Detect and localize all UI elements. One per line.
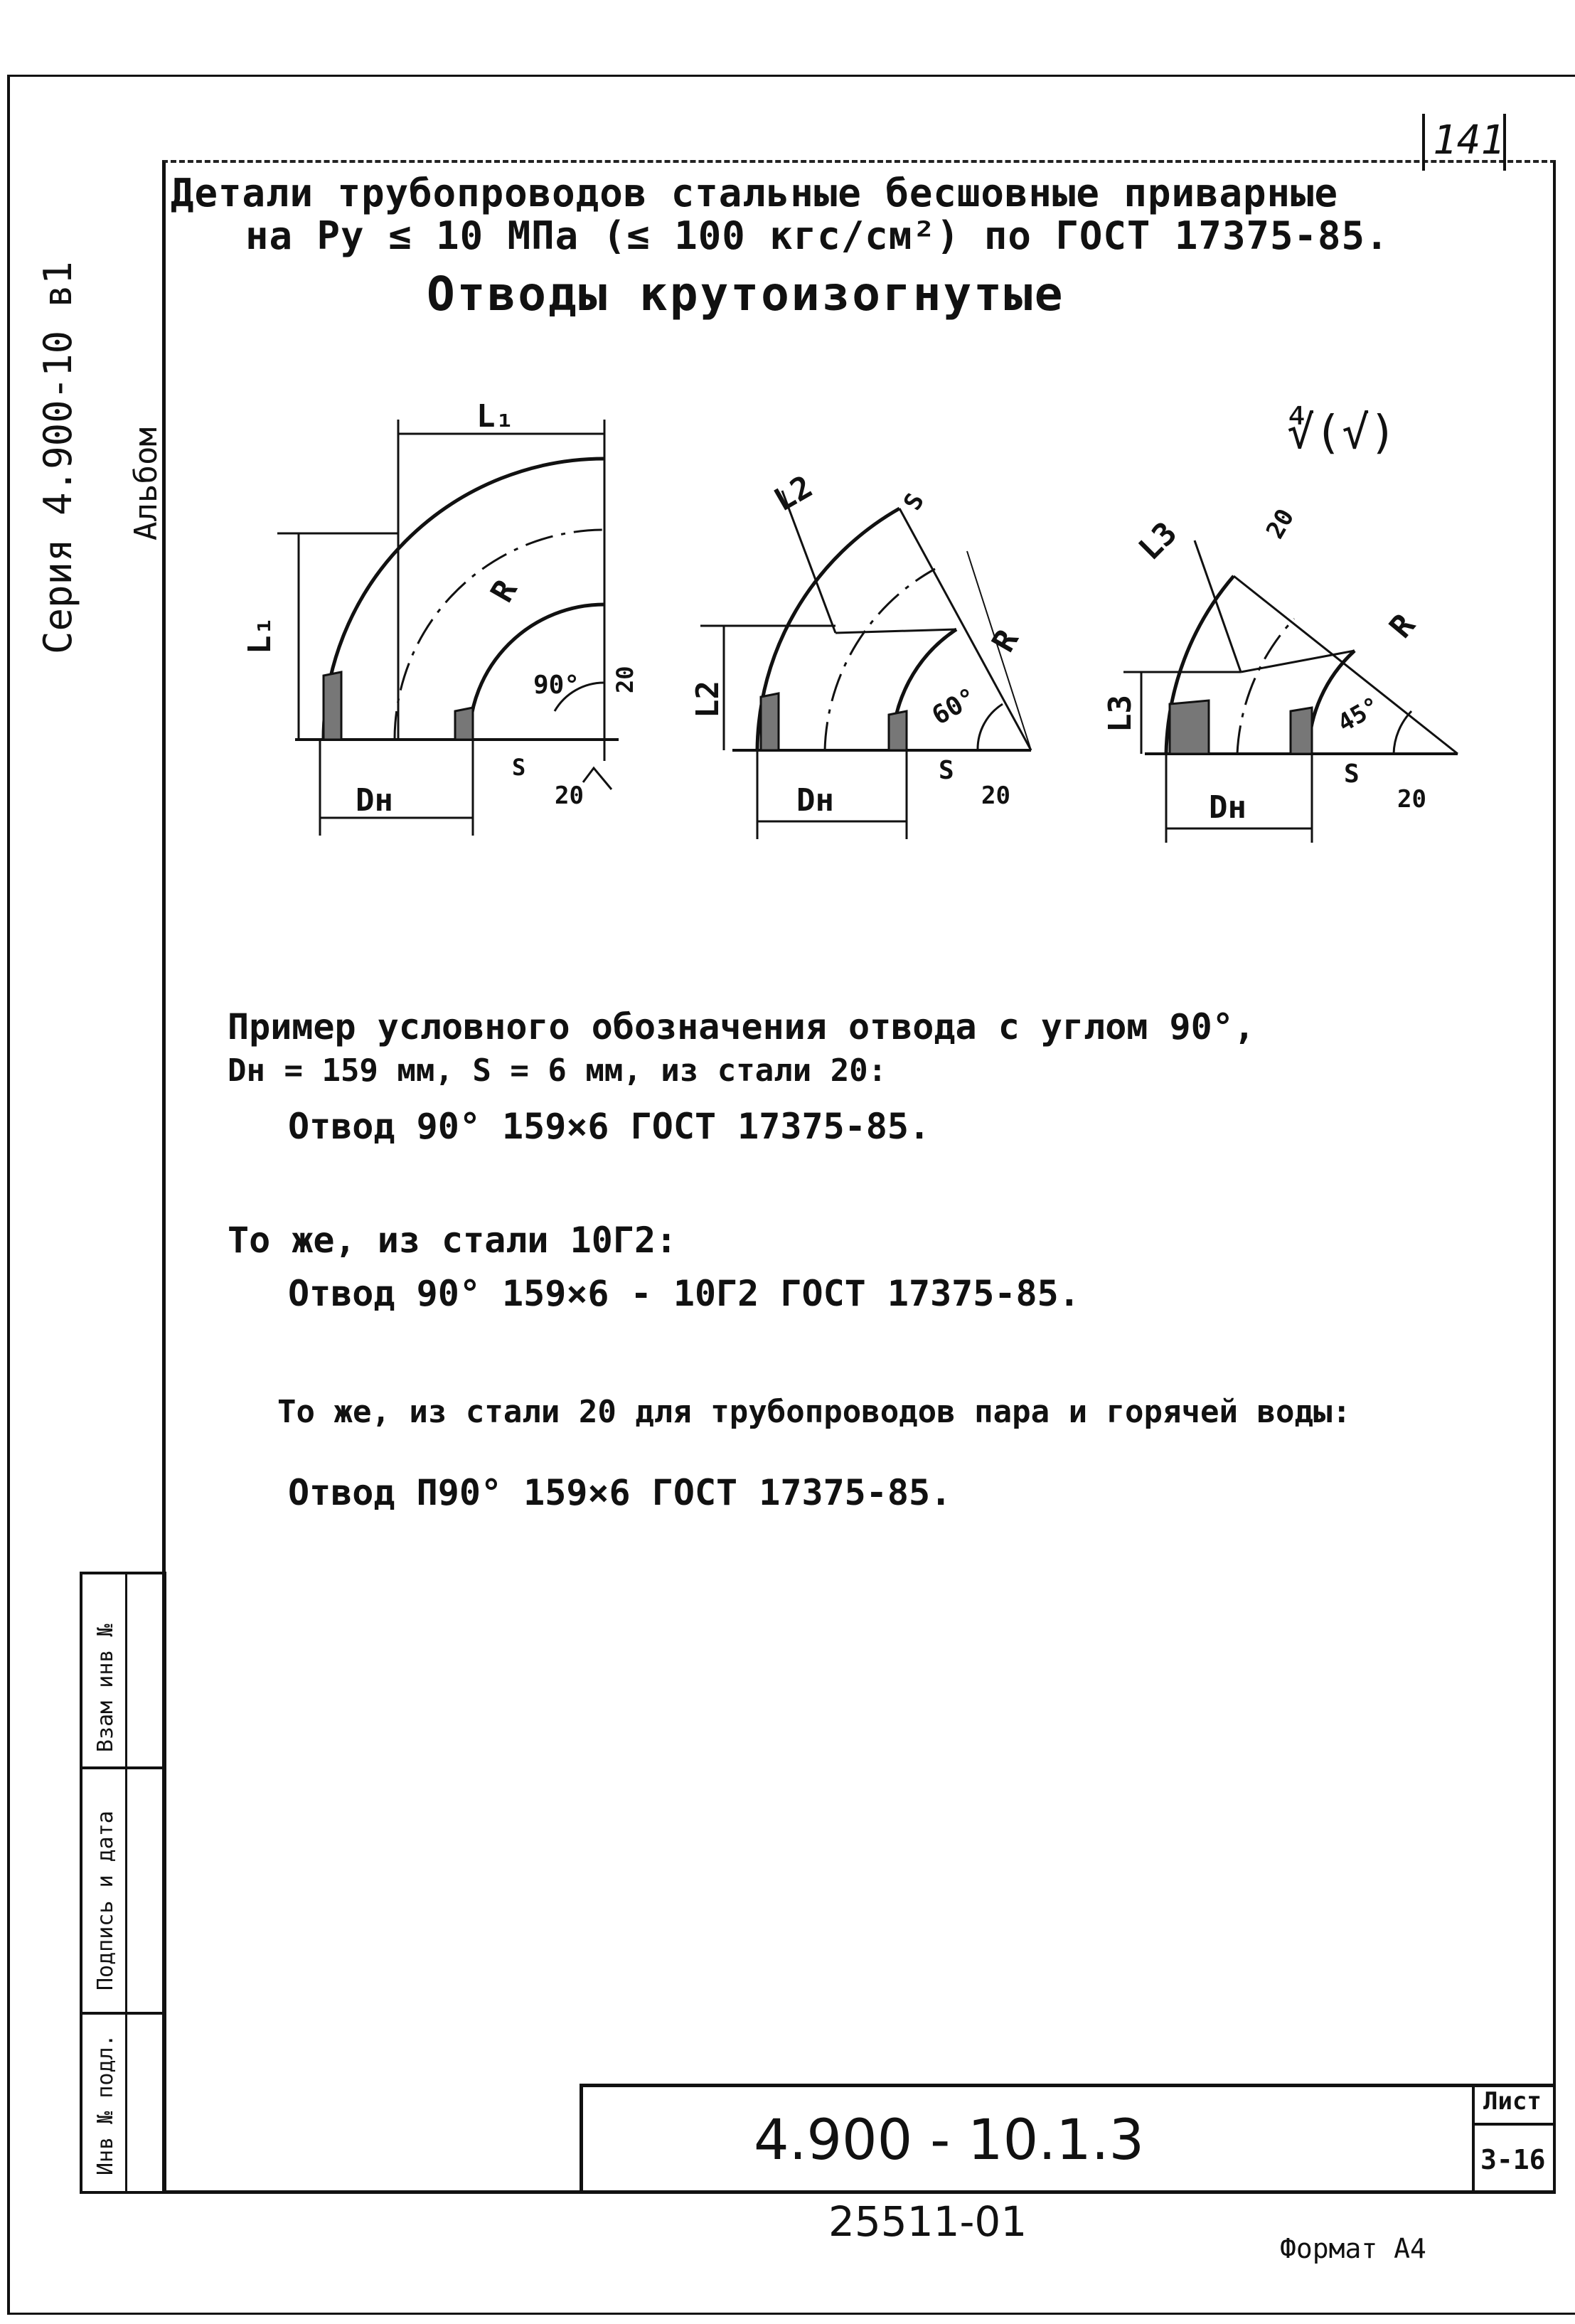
fig3-s-top: 20 [1261, 504, 1301, 544]
fig1-mark-20b: 20 [555, 782, 584, 810]
fig3-s: S [1344, 759, 1360, 789]
fig2-angle: 60° [927, 682, 982, 731]
fig1-l1-left: L₁ [242, 617, 278, 654]
stamp-divider-1 [82, 1766, 164, 1769]
fig1-mark-20a: 20 [612, 666, 639, 693]
format-label: Формат А4 [1280, 2233, 1426, 2264]
sheet-number: 141 [1433, 117, 1505, 164]
fig3-mark-20: 20 [1397, 785, 1426, 814]
fig3-l3-top: L3 [1131, 515, 1185, 567]
fig3-angle: 45° [1333, 691, 1385, 738]
fig3-r: R [1382, 607, 1423, 646]
example1-line3: Отвод 90° 159×6 ГОСТ 17375-85. [288, 1106, 931, 1147]
example3-line1: То же, из стали 20 для трубопроводов пара и горячей воды: [277, 1394, 1351, 1430]
title-line-1: Детали трубопроводов стальные бесшовные приварные [171, 171, 1339, 215]
sheet-box [1472, 2084, 1556, 2194]
fig2-l2-left: L2 [690, 681, 726, 718]
album-label: Альбом [128, 427, 164, 540]
elbow-drawings [0, 0, 1575, 924]
fig2-dn: Dн [796, 782, 834, 819]
stamp-column [80, 1572, 166, 2194]
sheet-box-divider [1475, 2123, 1556, 2126]
fig1-r: R [484, 574, 525, 609]
fig1-angle: 90° [533, 671, 580, 700]
roughness-symbol: ∜(√) [1287, 407, 1397, 459]
fig2-s-top: S [898, 488, 931, 516]
sheet-value: 3-16 [1480, 2144, 1546, 2175]
elbow-90-figure [277, 420, 619, 836]
document-code: 4.900 - 10.1.3 [754, 2109, 1145, 2173]
fig1-l1-top: L₁ [476, 398, 514, 435]
stamp-cell-inv-podl: Инв № подл. [93, 2034, 118, 2175]
example1-line2: Dн = 159 мм, S = 6 мм, из стали 20: [228, 1052, 887, 1089]
fig2-r: R [985, 624, 1026, 659]
fig2-s: S [939, 756, 954, 785]
example1-line1: Пример условного обозначения отвода с углом 90°, [228, 1006, 1255, 1048]
stamp-cell-vzam-inv: Взам инв № [93, 1624, 118, 1752]
example2-line1: То же, из стали 10Г2: [228, 1220, 678, 1261]
fig2-mark-20: 20 [981, 782, 1010, 810]
fig1-dn: Dн [356, 782, 393, 819]
series-label: Серия 4.900-10 в1 [36, 261, 80, 654]
stamp-inner-line [125, 1574, 127, 2191]
fig1-s: S [512, 754, 526, 781]
stamp-cell-signature-date: Подпись и дата [93, 1811, 118, 1990]
title-line-2: на Ру ≤ 10 МПа (≤ 100 кгс/см²) по ГОСТ 17375-85. [245, 213, 1389, 258]
fig2-l2-top: L2 [768, 468, 819, 519]
stamp-divider-2 [82, 2012, 164, 2015]
example3-line2: Отвод П90° 159×6 ГОСТ 17375-85. [288, 1472, 952, 1513]
title-line-3: Отводы крутоизогнутые [427, 267, 1065, 321]
fig3-dn: Dн [1209, 789, 1246, 826]
fig3-l3-left: L3 [1102, 695, 1138, 732]
inventory-number: 25511-01 [828, 2197, 1027, 2246]
sheet-label: Лист [1483, 2087, 1542, 2116]
example2-line2: Отвод 90° 159×6 - 10Г2 ГОСТ 17375-85. [288, 1273, 1080, 1314]
